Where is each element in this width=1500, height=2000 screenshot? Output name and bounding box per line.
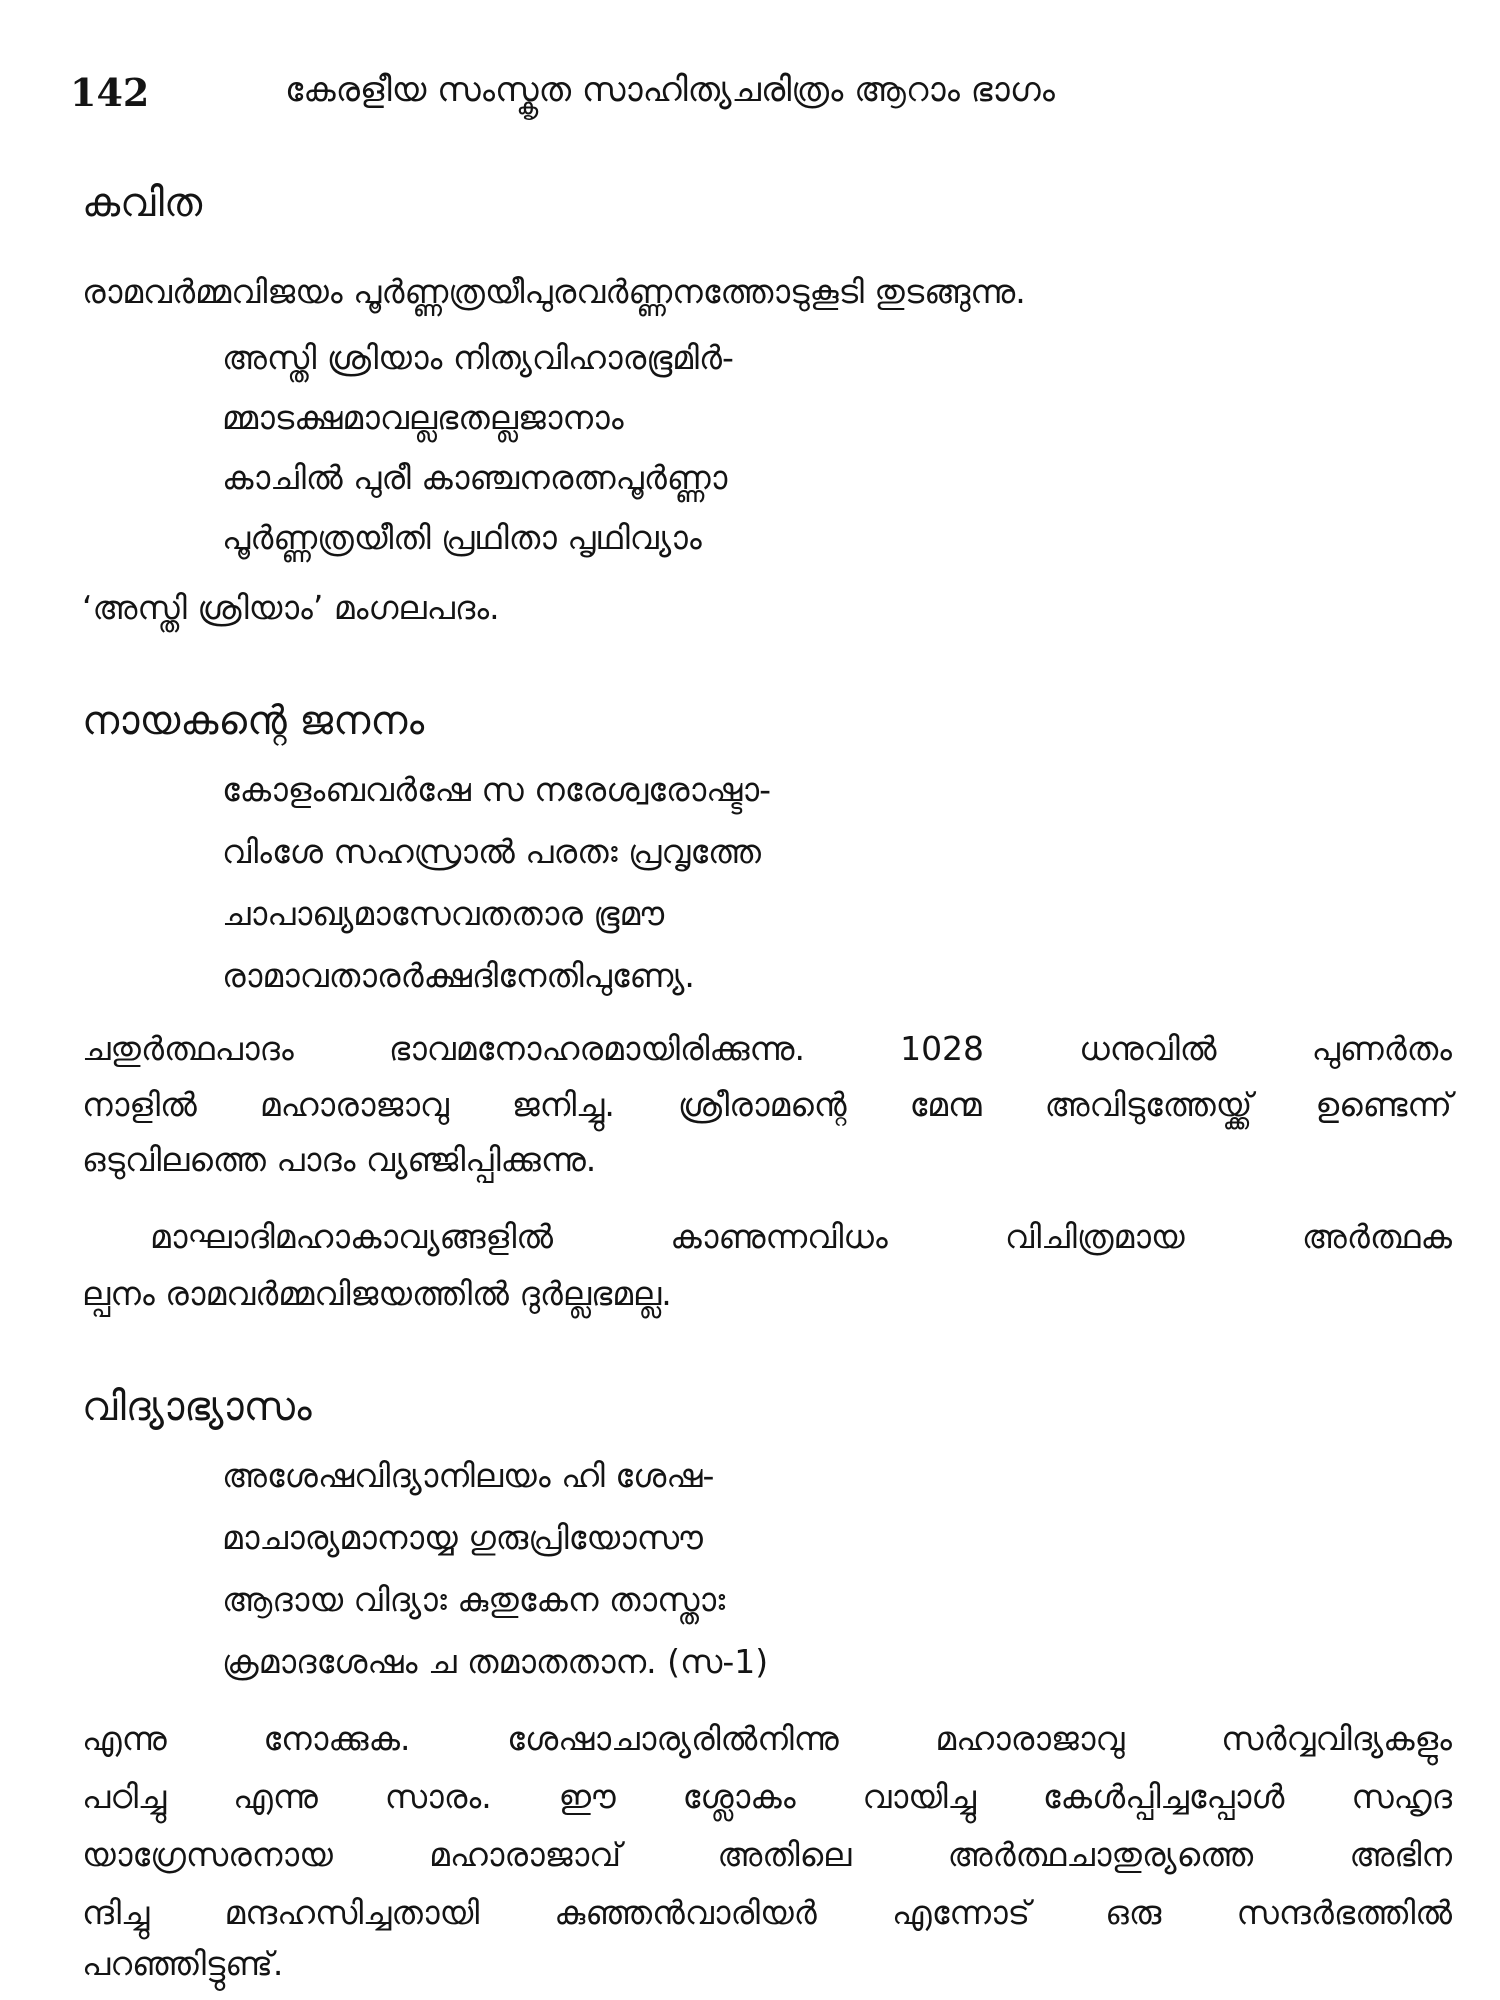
kavitha-verse-line-3: കാചിൽ പുരീ കാഞ്ചനരത്നപൂർണ്ണാ — [222, 458, 728, 497]
section-heading-vidyabhyasam: വിദ്യാഭ്യാസം — [82, 1384, 312, 1430]
kavitha-verse-line-4: പൂർണ്ണത്രയീതി പ്രഥിതാ പൃഥിവ്യാം — [222, 518, 702, 557]
page-number: 142 — [70, 70, 150, 115]
vidya-verse-line-3: ആദായ വിദ്യാഃ കുതുകേന താസ്താഃ — [222, 1580, 726, 1619]
vidya-para-line-3: യാഗ്രേസരനായ മഹാരാജാവ് അതിലെ അർത്ഥചാതുര്യത്തെ അഭിന — [82, 1835, 1452, 1874]
kavitha-note: ‘അസ്തി ശ്രിയാം’ മംഗലപദം. — [82, 588, 500, 627]
kavitha-intro: രാമവർമ്മവിജയം പൂർണ്ണത്രയീപുരവർണ്ണനത്തോടുകൂടി തുടങ്ങുന്നു. — [82, 272, 1026, 311]
jananam-para1-line-2: നാളിൽ മഹാരാജാവു ജനിച്ചു. ശ്രീരാമന്റെ മേന്മ അവിടുത്തേയ്ക്ക് ഉണ്ടെന്ന് — [82, 1085, 1452, 1124]
jananam-verse-line-1: കോളംബവർഷേ സ നരേശ്വരോഷ്ടാ- — [222, 770, 772, 809]
kavitha-verse-line-1: അസ്തി ശ്രിയാം നിത്യവിഹാരഭൂമിർ- — [222, 338, 734, 377]
vidya-para-line-4: ന്ദിച്ചു മന്ദഹസിച്ചതായി കുഞ്ഞൻവാരിയർ എന്നോട് ഒരു സന്ദർഭത്തിൽ — [82, 1893, 1452, 1932]
vidya-verse-line-2: മാചാര്യമാനായ്യ ഗുരുപ്രിയോസൗ — [222, 1518, 703, 1557]
vidya-verse-line-4: ക്രമാദശേഷം ച തമാതതാന. (സ-1) — [222, 1642, 769, 1681]
jananam-para2-line-2: ല്പനം രാമവർമ്മവിജയത്തിൽ ദുർല്ലഭമല്ല. — [82, 1274, 672, 1313]
jananam-para1-line-1: ചതുർത്ഥപാദം ഭാവമനോഹരമായിരിക്കുന്നു. 1028 ധനുവിൽ പുണർതം — [82, 1029, 1452, 1068]
section-heading-kavitha: കവിത — [82, 180, 203, 226]
vidya-para-line-5: പറഞ്ഞിട്ടുണ്ട്. — [82, 1944, 284, 1983]
jananam-para1-line-3: ഒടുവിലത്തെ പാദം വ്യഞ്ജിപ്പിക്കുന്നു. — [82, 1140, 597, 1179]
jananam-verse-line-2: വിംശേ സഹസ്രാൽ പരതഃ പ്രവൃത്തേ — [222, 832, 761, 871]
section-heading-nayakante-jananam: നായകന്റെ ജനനം — [82, 698, 425, 744]
vidya-verse-line-1: അശേഷവിദ്യാനിലയം ഹി ശേഷ- — [222, 1456, 715, 1495]
vidya-para-line-1: എന്നു നോക്കുക. ശേഷാചാര്യരിൽനിന്നു മഹാരാജാവു സർവ്വവിദ്യകളും — [82, 1719, 1452, 1758]
jananam-para2-line-1: മാഘാദിമഹാകാവ്യങ്ങളിൽ കാണുന്നവിധം വിചിത്രമായ അർത്ഥക — [150, 1217, 1452, 1256]
kavitha-verse-line-2: മ്മാടക്ഷമാവല്ലഭതല്ലജാനാം — [222, 398, 624, 437]
running-title: കേരളീയ സംസ്കൃത സാഹിത്യചരിത്രം ആറാം ഭാഗം — [285, 70, 1055, 110]
page-header — [70, 62, 1430, 122]
jananam-verse-line-3: ചാപാഖ്യമാസേവതതാര ഭൂമൗ — [222, 894, 665, 933]
jananam-verse-line-4: രാമാവതാരർക്ഷദിനേതിപുണ്യേ. — [222, 956, 695, 995]
vidya-para-line-2: പഠിച്ചു എന്നു സാരം. ഈ ശ്ലോകം വായിച്ചു കേൾപ്പിച്ചപ്പോൾ സഹൃദ — [82, 1777, 1452, 1816]
